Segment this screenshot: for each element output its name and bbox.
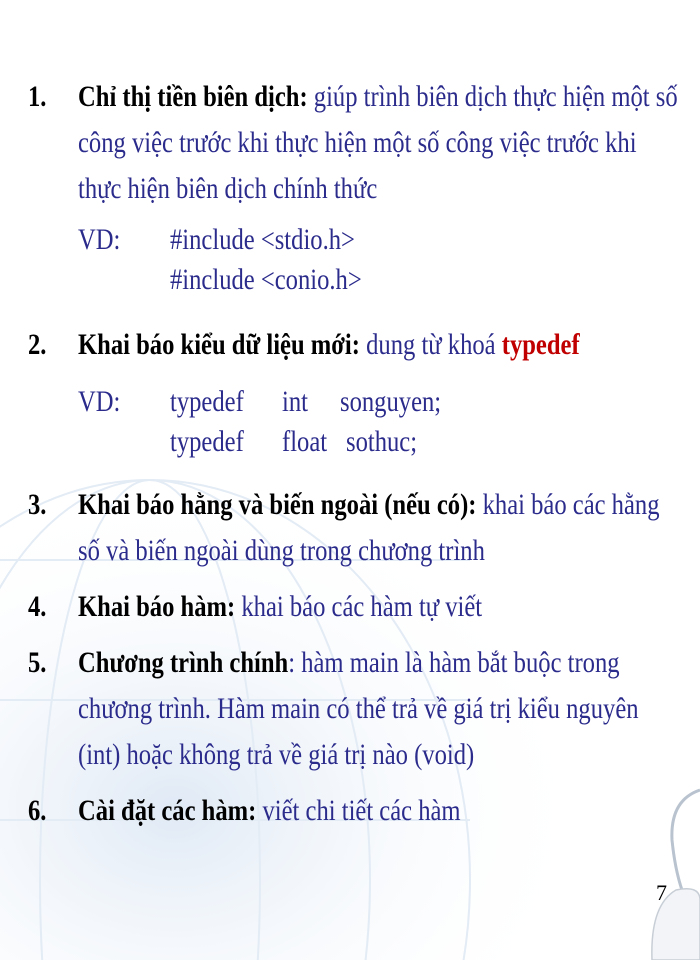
code-line: #include <stdio.h> xyxy=(170,223,355,256)
list-item-3 xyxy=(28,482,668,574)
item-text: (int) hoặc không trả về giá trị nào (void) xyxy=(78,738,475,771)
list-item-2 xyxy=(28,322,668,368)
item-number: 2. xyxy=(28,328,47,361)
item-text: số và biến ngoài dùng trong chương trình xyxy=(78,534,485,567)
code-token: typedef xyxy=(170,425,244,458)
item-number: 3. xyxy=(28,488,47,521)
code-token: float xyxy=(282,425,328,458)
item-number: 1. xyxy=(28,80,47,113)
item-number: 6. xyxy=(28,794,47,827)
item-heading: Khai báo hàm: xyxy=(78,590,236,623)
item-text: chương trình. Hàm main có thể trả về giá trị kiểu nguyên xyxy=(78,692,639,725)
item-heading: Chỉ thị tiền biên dịch: xyxy=(78,80,308,113)
list-item-4 xyxy=(28,584,668,630)
code-token: songuyen; xyxy=(340,385,442,418)
item-text: viết chi tiết các hàm xyxy=(256,794,461,827)
code-token: sothuc; xyxy=(346,425,418,458)
list-item-1 xyxy=(28,74,678,212)
item-text: khai báo các hằng xyxy=(476,488,660,521)
item-number: 4. xyxy=(28,590,47,623)
list-item-5 xyxy=(28,640,668,778)
item-text: giúp trình biên dịch thực hiện một số xyxy=(307,80,678,113)
list-item-6 xyxy=(28,788,668,834)
code-token: int xyxy=(282,385,308,418)
page-number: 7 xyxy=(656,880,667,905)
example-label: VD: xyxy=(78,385,121,418)
code-token: typedef xyxy=(170,385,244,418)
item-heading: Khai báo kiểu dữ liệu mới: xyxy=(78,328,360,361)
item-text: : hàm main là hàm bắt buộc trong xyxy=(288,646,620,679)
item-heading: Chương trình chính xyxy=(78,646,289,679)
example-label: VD: xyxy=(78,223,121,256)
item-heading: Khai báo hằng và biến ngoài (nếu có): xyxy=(78,488,477,521)
item-number: 5. xyxy=(28,646,47,679)
item-text: khai báo các hàm tự viết xyxy=(235,590,483,623)
code-line: #include <conio.h> xyxy=(170,263,362,296)
keyword-typedef: typedef xyxy=(501,328,580,361)
item-heading: Cài đặt các hàm: xyxy=(78,794,257,827)
item-text: dung từ khoá xyxy=(359,328,502,361)
item-text: công việc trước khi thực hiện một số công việc trước khi xyxy=(78,126,637,159)
item-text: thực hiện biên dịch chính thức xyxy=(78,172,378,205)
